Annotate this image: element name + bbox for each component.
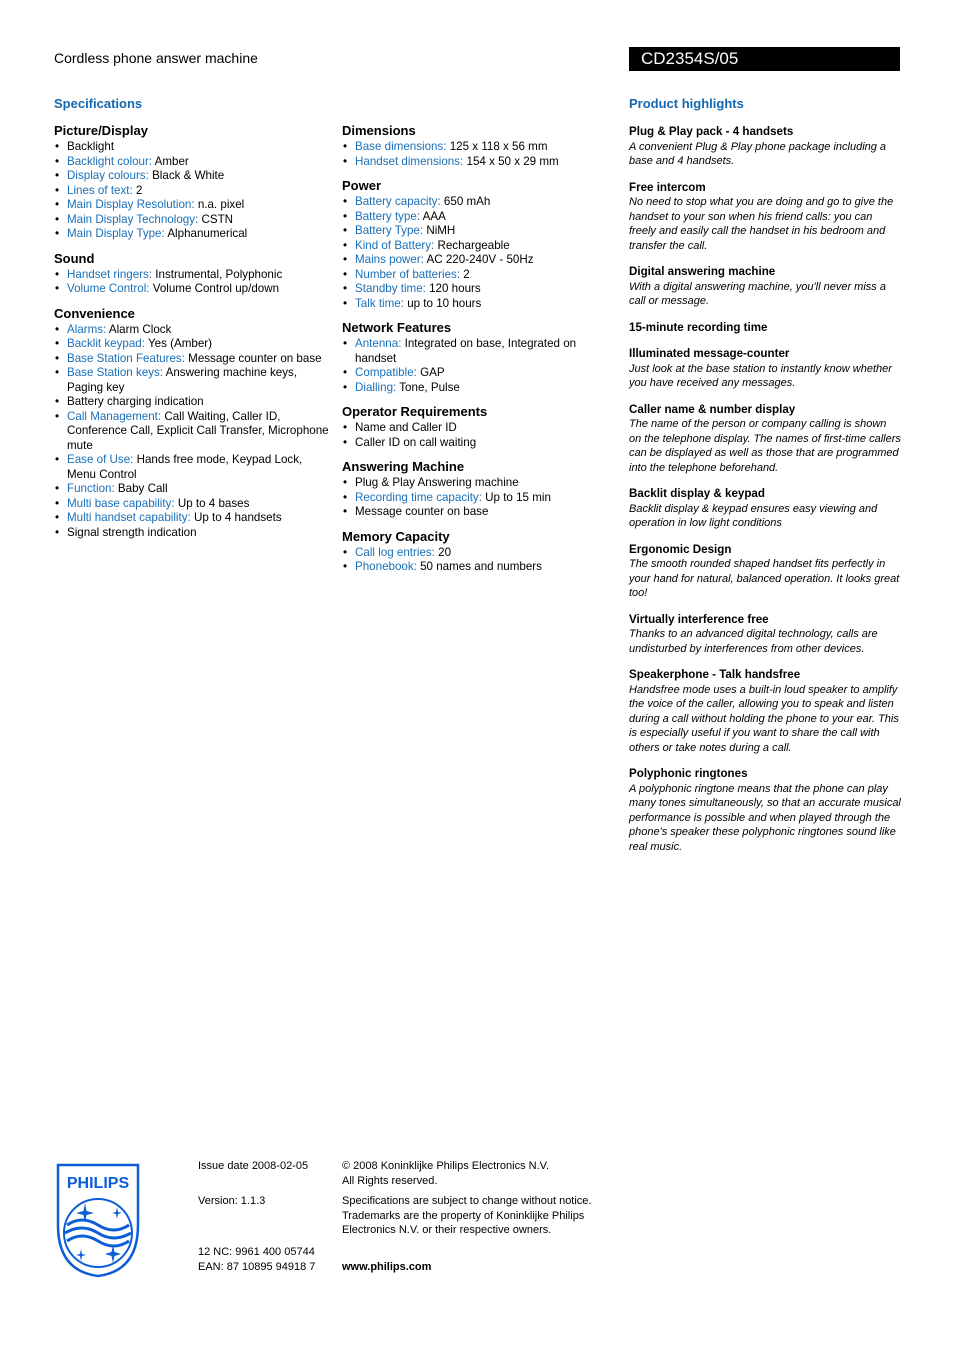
- spec-key: Battery Type:: [355, 224, 424, 237]
- spec-item: [54, 410, 329, 454]
- highlight-description: Thanks to an advanced digital technology, calls are undisturbed by interferences from other devices.: [629, 628, 878, 655]
- highlight-title: Caller name & number display: [629, 402, 796, 416]
- spec-value: Call Waiting, Caller ID, Conference Call, Explicit Call Transfer, Microphone mute: [67, 409, 329, 452]
- spec-key: Base dimensions:: [355, 140, 447, 153]
- spec-item: [342, 297, 592, 312]
- spec-group-title: Dimensions: [342, 123, 416, 138]
- spec-key: Backlight colour:: [67, 154, 153, 168]
- spec-value: Rechargeable: [434, 238, 510, 252]
- highlight-description: Backlit display & keypad ensures easy viewing and operation in low light conditions: [629, 502, 878, 529]
- website-link[interactable]: www.philips.com: [342, 1261, 432, 1273]
- spec-value: Baby Call: [114, 482, 168, 495]
- spec-value: AC 220-240V - 50Hz: [423, 253, 534, 266]
- product-highlights-heading: Product highlights: [629, 96, 744, 111]
- spec-item: [342, 155, 592, 170]
- spec-value: Alarm Clock: [106, 322, 172, 336]
- highlight-title: Backlit display & keypad: [629, 487, 765, 500]
- spec-item: [342, 505, 592, 520]
- highlight-title: 15-minute recording time: [629, 320, 768, 334]
- highlight-description: Handsfree mode uses a built-in loud speaker to amplify the voice of the caller, allowing you to speak and listen during a call without holding the phone to your ear. This is especially useful if you want to share the call with others or take notes during a call.: [629, 683, 899, 754]
- spec-key: Mains power:: [355, 253, 424, 266]
- spec-value: 50 names and numbers: [416, 560, 542, 573]
- spec-value: Answering machine keys, Paging key: [67, 366, 298, 394]
- spec-list: [342, 337, 592, 395]
- spec-key: Multi base capability:: [67, 496, 175, 510]
- spec-item: [342, 546, 592, 561]
- specs-column-left: [54, 123, 329, 549]
- spec-item: [54, 198, 329, 213]
- spec-value: Yes (Amber): [144, 337, 212, 350]
- spec-key: Kind of Battery:: [355, 238, 435, 252]
- spec-value: GAP: [416, 366, 445, 379]
- spec-key: Standby time:: [355, 282, 426, 295]
- spec-group-title: Convenience: [54, 305, 135, 321]
- spec-value: Amber: [152, 154, 189, 168]
- spec-list: [342, 546, 592, 575]
- spec-item: [54, 526, 329, 541]
- spec-item: [342, 436, 592, 451]
- spec-value: 20: [434, 545, 452, 559]
- spec-value: n.a. pixel: [194, 198, 245, 211]
- spec-value: Battery charging indication: [67, 395, 204, 408]
- spec-group: [54, 123, 329, 242]
- spec-group: [342, 459, 592, 520]
- spec-value: Alphanumerical: [164, 227, 248, 240]
- spec-key: Handset dimensions:: [355, 154, 464, 168]
- spec-value: Name and Caller ID: [355, 421, 457, 434]
- spec-item: [342, 491, 592, 506]
- spec-group: [342, 404, 592, 450]
- spec-value: Signal strength indication: [67, 525, 197, 539]
- highlights-column: [629, 125, 901, 866]
- spec-value: Caller ID on call waiting: [355, 435, 477, 449]
- highlight-description: The smooth rounded shaped handset fits perfectly in your hand for natural, balanced operation. It looks great too!: [629, 558, 900, 599]
- spec-item: [54, 497, 329, 512]
- spec-key: Display colours:: [67, 169, 149, 182]
- spec-key: Battery type:: [355, 209, 421, 223]
- spec-item: [342, 210, 592, 225]
- spec-key: Number of batteries:: [355, 267, 461, 281]
- spec-key: Base Station Features:: [67, 351, 185, 365]
- spec-value: Message counter on base: [355, 505, 489, 518]
- spec-item: [342, 195, 592, 210]
- spec-value: Tone, Pulse: [396, 380, 460, 394]
- spec-item: [342, 381, 592, 396]
- highlight-item: [629, 181, 901, 254]
- spec-key: Battery capacity:: [355, 195, 441, 208]
- spec-key: Recording time capacity:: [355, 490, 482, 504]
- spec-item: [342, 268, 592, 283]
- spec-value: Integrated on base, Integrated on handset: [355, 337, 577, 365]
- spec-value: AAA: [420, 209, 446, 223]
- spec-group-title: Sound: [54, 250, 95, 266]
- spec-list: [54, 268, 329, 297]
- spec-value: Backlight: [67, 140, 115, 153]
- spec-item: [54, 268, 329, 283]
- spec-key: Phonebook:: [355, 560, 417, 573]
- spec-key: Lines of text:: [67, 183, 133, 197]
- spec-group-title: Operator Requirements: [342, 404, 488, 419]
- spec-key: Alarms:: [67, 322, 107, 336]
- spec-item: [342, 140, 592, 155]
- spec-key: Main Display Type:: [67, 227, 165, 240]
- highlight-item: [629, 543, 901, 601]
- spec-value: 650 mAh: [440, 195, 491, 208]
- notice-line-1: Specifications are subject to change without notice.: [342, 1195, 592, 1207]
- highlight-title: Polyphonic ringtones: [629, 767, 748, 780]
- spec-item: [54, 366, 329, 395]
- logo-wordmark: PHILIPS: [66, 1175, 130, 1192]
- spec-value: up to 10 hours: [403, 296, 482, 310]
- spec-item: [54, 184, 329, 199]
- highlight-item: [629, 321, 901, 336]
- spec-item: [342, 224, 592, 239]
- spec-list: [54, 323, 329, 541]
- spec-key: Main Display Technology:: [67, 212, 199, 226]
- spec-group: [342, 320, 592, 395]
- spec-value: Up to 15 min: [481, 490, 551, 504]
- highlight-title: Plug & Play pack - 4 handsets: [629, 125, 794, 138]
- spec-value: Up to 4 handsets: [190, 511, 282, 524]
- spec-value: NiMH: [423, 224, 456, 237]
- spec-key: Talk time:: [355, 296, 404, 310]
- highlight-title: Free intercom: [629, 180, 706, 194]
- spec-value: Hands free mode, Keypad Lock, Menu Control: [67, 453, 303, 481]
- spec-group: [54, 306, 329, 541]
- highlight-title: Digital answering machine: [629, 265, 776, 278]
- spec-group: [342, 529, 592, 575]
- spec-key: Ease of Use:: [67, 453, 134, 466]
- spec-key: Base Station keys:: [67, 366, 164, 379]
- spec-item: [54, 323, 329, 338]
- spec-group-title: Answering Machine: [342, 459, 465, 474]
- spec-item: [342, 337, 592, 366]
- version: Version: 1.1.3: [198, 1195, 266, 1207]
- spec-item: [54, 352, 329, 367]
- highlight-item: [629, 347, 901, 391]
- highlight-description: No need to stop what you are doing and go to give the handset to your son when his friend calls: you can freely and easily call the handset in his bedroom and transfer the call.: [629, 196, 894, 252]
- spec-item: [54, 155, 329, 170]
- spec-list: [342, 195, 592, 311]
- spec-group-title: Power: [342, 178, 382, 193]
- highlight-item: [629, 125, 901, 169]
- spec-item: [54, 337, 329, 352]
- spec-list: [54, 140, 329, 242]
- spec-item: [54, 282, 329, 297]
- highlight-item: [629, 613, 901, 657]
- spec-key: Volume Control:: [67, 282, 150, 295]
- highlight-item: [629, 668, 901, 755]
- spec-item: [54, 511, 329, 526]
- highlight-title: Virtually interference free: [629, 612, 769, 626]
- highlight-item: [629, 767, 901, 854]
- highlight-item: [629, 403, 901, 476]
- nc-number: 12 NC: 9961 400 05744: [198, 1246, 315, 1258]
- spec-key: Antenna:: [355, 337, 402, 350]
- issue-date: Issue date 2008-02-05: [198, 1160, 309, 1172]
- spec-group: [342, 178, 592, 311]
- spec-key: Dialling:: [355, 380, 397, 394]
- spec-key: Main Display Resolution:: [67, 198, 195, 211]
- spec-value: Instrumental, Polyphonic: [152, 267, 283, 281]
- spec-value: Up to 4 bases: [174, 496, 250, 510]
- ean-number: EAN: 87 10895 94918 7: [198, 1261, 316, 1273]
- spec-key: Function:: [67, 482, 115, 495]
- spec-item: [342, 239, 592, 254]
- philips-logo: [55, 1163, 141, 1278]
- spec-item: [54, 213, 329, 228]
- spec-item: [342, 560, 592, 575]
- specs-column-middle: [342, 123, 592, 584]
- document-subtitle: Cordless phone answer machine: [54, 50, 258, 66]
- highlight-title: Illuminated message-counter: [629, 347, 790, 360]
- spec-value: 154 x 50 x 29 mm: [463, 154, 559, 168]
- highlight-title: Speakerphone - Talk handsfree: [629, 668, 801, 681]
- highlight-description: Just look at the base station to instantly know whether you have received any messages.: [629, 362, 892, 389]
- spec-key: Backlit keypad:: [67, 337, 145, 350]
- spec-key: Compatible:: [355, 366, 417, 379]
- spec-item: [54, 482, 329, 497]
- spec-list: [342, 421, 592, 450]
- spec-key: Handset ringers:: [67, 267, 153, 281]
- highlight-item: [629, 487, 901, 531]
- spec-item: [342, 476, 592, 491]
- spec-value: Plug & Play Answering machine: [355, 476, 519, 489]
- notice-line-2: Trademarks are the property of Koninklijke Philips: [342, 1210, 585, 1222]
- philips-shield-icon: [55, 1163, 141, 1278]
- highlight-title: Ergonomic Design: [629, 542, 732, 556]
- notice-line-3: Electronics N.V. or their respective owners.: [342, 1224, 552, 1236]
- spec-list: [342, 476, 592, 520]
- spec-key: Call log entries:: [355, 545, 435, 559]
- highlight-description: A polyphonic ringtone means that the phone can play many tones simultaneously, so that an accurate musical performance is possible and when played through the phone's speaker these polyphonic ringtones sound like real music.: [629, 782, 901, 853]
- spec-item: [54, 169, 329, 184]
- spec-value: 125 x 118 x 56 mm: [446, 140, 548, 153]
- spec-item: [54, 395, 329, 410]
- spec-value: 2: [132, 183, 143, 197]
- spec-group-title: Network Features: [342, 320, 452, 335]
- specifications-heading: Specifications: [54, 96, 143, 111]
- highlight-item: [629, 265, 901, 309]
- spec-value: CSTN: [198, 212, 234, 226]
- spec-group-title: Picture/Display: [54, 123, 148, 138]
- spec-key: Call Management:: [67, 409, 162, 423]
- spec-value: 120 hours: [425, 282, 481, 295]
- spec-group: [342, 123, 592, 169]
- spec-item: [54, 453, 329, 482]
- spec-value: 2: [460, 267, 470, 281]
- spec-item: [342, 282, 592, 297]
- spec-item: [54, 227, 329, 242]
- model-number-banner: CD2354S/05: [629, 47, 900, 71]
- copyright-line-2: All Rights reserved.: [342, 1175, 438, 1187]
- spec-value: Black & White: [148, 169, 225, 182]
- spec-value: Volume Control up/down: [149, 282, 280, 295]
- highlight-description: The name of the person or company calling is shown on the telephone display. The names of first-time callers can be displayed as well as those that are programmed into the telephone beforehand.: [629, 418, 901, 474]
- spec-item: [342, 253, 592, 268]
- spec-group: [54, 251, 329, 297]
- spec-group-title: Memory Capacity: [342, 528, 450, 544]
- copyright-line-1: © 2008 Koninklijke Philips Electronics N.V.: [342, 1160, 550, 1172]
- spec-item: [342, 366, 592, 381]
- highlight-description: With a digital answering machine, you'll never miss a call or message.: [629, 280, 886, 307]
- spec-item: [54, 140, 329, 155]
- spec-list: [342, 140, 592, 169]
- highlight-description: A convenient Plug & Play phone package including a base and 4 handsets.: [629, 140, 887, 167]
- spec-item: [342, 421, 592, 436]
- spec-key: Multi handset capability:: [67, 511, 191, 524]
- spec-value: Message counter on base: [184, 351, 322, 365]
